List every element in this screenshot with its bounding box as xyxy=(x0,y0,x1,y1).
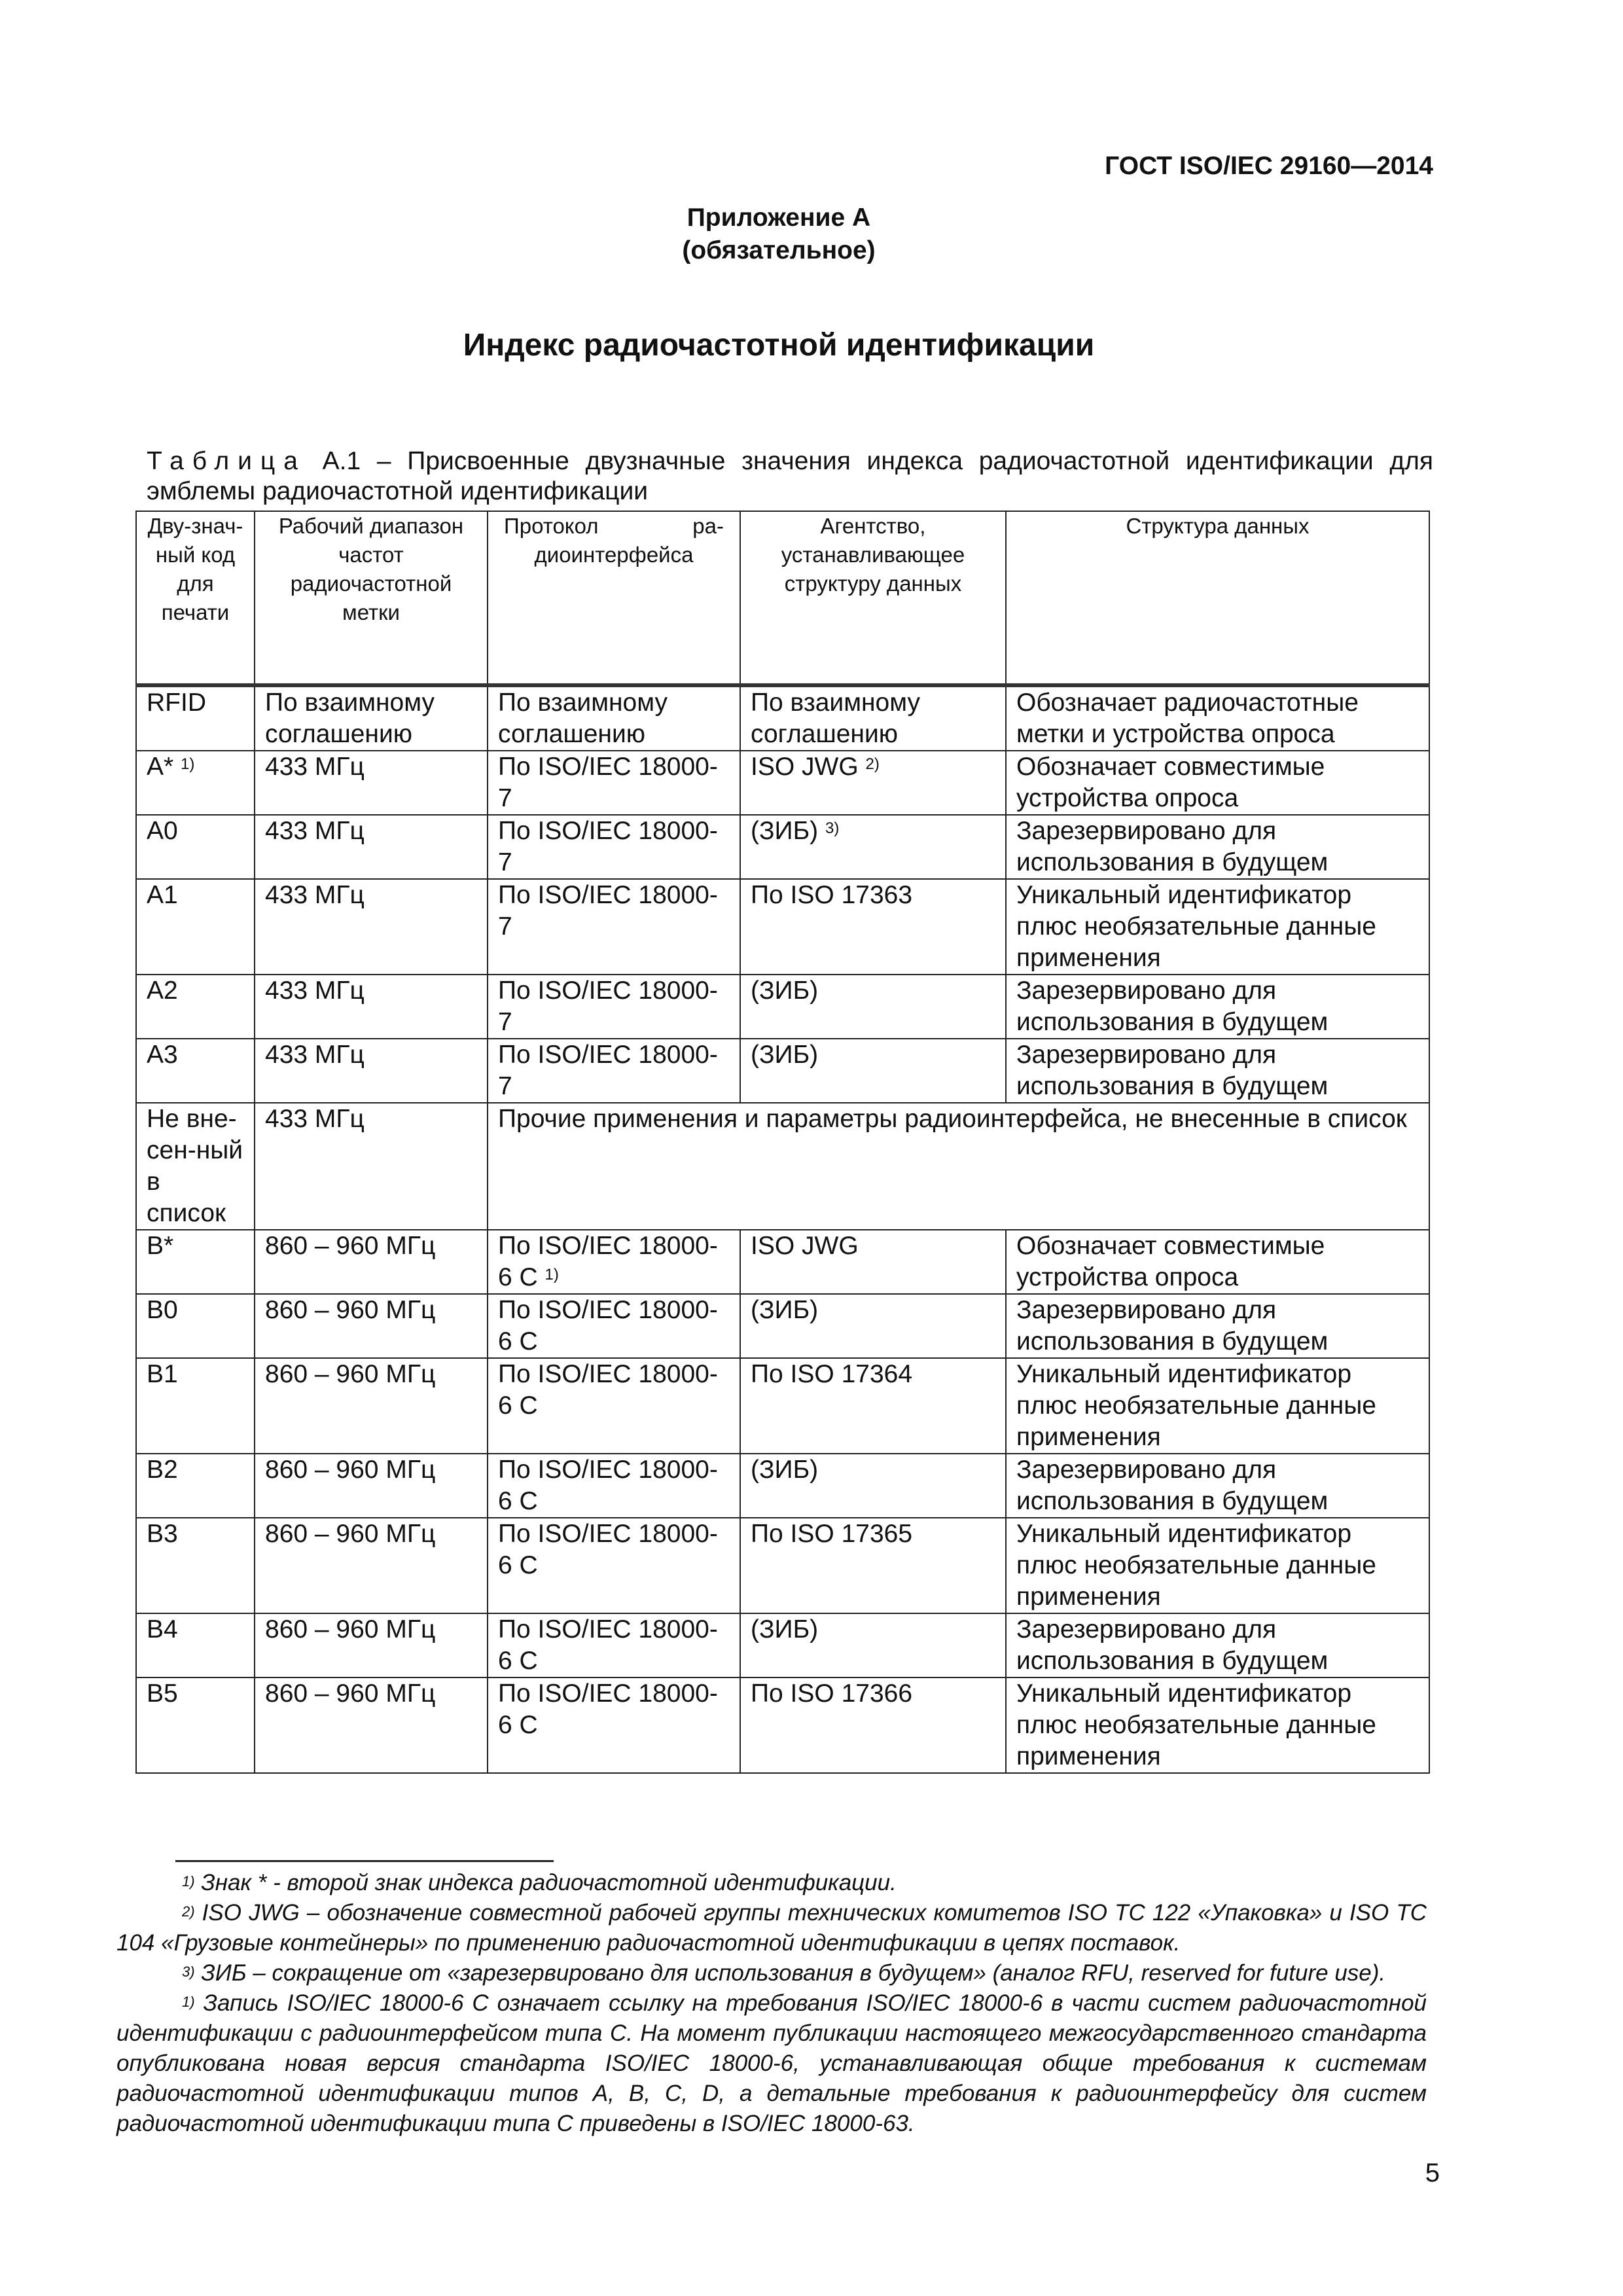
cell-protocol xyxy=(488,1518,740,1613)
cell-frequency-text: 433 МГц xyxy=(265,1105,365,1133)
cell-protocol xyxy=(488,685,740,751)
cell-frequency xyxy=(255,1454,488,1518)
page-number: 5 xyxy=(1425,2159,1440,2187)
table-row xyxy=(136,1039,1429,1103)
cell-frequency-text: По взаимному соглашению xyxy=(265,689,435,748)
cell-agency xyxy=(740,879,1006,975)
cell-agency-text: По взаимному соглашению xyxy=(751,689,920,748)
cell-frequency xyxy=(255,1230,488,1294)
appendix-title: Приложение А xyxy=(687,204,871,232)
cell-code xyxy=(136,879,255,975)
footnote-text: ISO JWG – обозначение совместной рабочей группы технических комитетов ISO TC 122 «Упаковка» и ISO TC 104 «Грузовые контейнеры» по применению радиочастотной идентификации в цепях поставок. xyxy=(116,1900,1427,1956)
cell-code xyxy=(136,751,255,815)
cell-merged-note-text: Прочие применения и параметры радиоинтерфейса, не внесенные в список xyxy=(498,1105,1407,1133)
cell-code-text: А* xyxy=(147,753,174,781)
table-caption-text: А.1 – Присвоенные двузначные значения индекса радиочастотной идентификации для эмблемы радиочастотной идентификации xyxy=(147,447,1433,505)
cell-agency-text: (ЗИБ) xyxy=(751,1456,819,1484)
cell-code-text: B* xyxy=(147,1232,174,1260)
cell-structure xyxy=(1006,685,1429,751)
cell-protocol-text: По ISO/IEC 18000-6 C xyxy=(498,1520,718,1579)
cell-frequency-text: 860 – 960 МГц xyxy=(265,1679,436,1708)
cell-code-text: B1 xyxy=(147,1360,178,1388)
footnote-marker: 3) xyxy=(182,1964,195,1980)
cell-code xyxy=(136,1677,255,1773)
cell-structure xyxy=(1006,879,1429,975)
cell-agency xyxy=(740,685,1006,751)
cell-code-text: RFID xyxy=(147,689,206,717)
cell-frequency-text: 860 – 960 МГц xyxy=(265,1615,436,1643)
table-row xyxy=(136,1613,1429,1677)
cell-protocol-text: По ISO/IEC 18000-6 C xyxy=(498,1296,718,1355)
cell-agency xyxy=(740,1677,1006,1773)
cell-protocol xyxy=(488,815,740,879)
cell-structure-text: Обозначает совместимые устройства опроса xyxy=(1016,1232,1325,1291)
cell-agency xyxy=(740,1358,1006,1454)
cell-frequency-text: 433 МГц xyxy=(265,817,365,845)
cell-protocol xyxy=(488,1358,740,1454)
cell-frequency xyxy=(255,751,488,815)
cell-agency xyxy=(740,1294,1006,1358)
cell-protocol xyxy=(488,1613,740,1677)
footnote-item xyxy=(116,1988,1427,2139)
cell-agency-text: (ЗИБ) xyxy=(751,1041,819,1069)
cell-code-text: Не вне-сен-ный в список xyxy=(147,1105,243,1227)
cell-protocol-text: По ISO/IEC 18000-6 C xyxy=(498,1456,718,1515)
cell-agency-text: (ЗИБ) xyxy=(751,977,819,1005)
cell-code xyxy=(136,815,255,879)
cell-structure-text: Уникальный идентификатор плюс необязательные данные применения xyxy=(1016,1520,1376,1611)
footnote-marker: 3) xyxy=(825,819,840,837)
cell-agency-text: По ISO 17363 xyxy=(751,881,913,909)
cell-agency-text: ISO JWG xyxy=(751,1232,859,1260)
cell-structure xyxy=(1006,1613,1429,1677)
appendix-status: (обязательное) xyxy=(682,236,876,264)
cell-code xyxy=(136,1230,255,1294)
header-code: Дву-знач-ный код для печати xyxy=(136,511,255,685)
table-caption-label: Таблица xyxy=(147,447,306,475)
footnote-divider xyxy=(175,1860,554,1862)
cell-agency xyxy=(740,975,1006,1039)
cell-frequency-text: 433 МГц xyxy=(265,753,365,781)
cell-code xyxy=(136,1613,255,1677)
footnote-text: ЗИБ – сокращение от «зарезервировано для использования в будущем» (аналог RFU, reserved for future use). xyxy=(201,1960,1386,1986)
footnote-marker: 1) xyxy=(182,1994,195,2010)
table-header-row xyxy=(136,511,1429,685)
cell-frequency xyxy=(255,1613,488,1677)
cell-code-text: A1 xyxy=(147,881,178,909)
cell-code xyxy=(136,975,255,1039)
cell-agency-text: По ISO 17365 xyxy=(751,1520,913,1548)
cell-structure-text: Зарезервировано для использования в будущем xyxy=(1016,977,1329,1036)
cell-protocol xyxy=(488,1677,740,1773)
table-row xyxy=(136,975,1429,1039)
cell-protocol xyxy=(488,1230,740,1294)
cell-protocol-text: По ISO/IEC 18000-7 xyxy=(498,1041,718,1100)
table-row xyxy=(136,1358,1429,1454)
cell-code xyxy=(136,1518,255,1613)
cell-code-text: B3 xyxy=(147,1520,178,1548)
cell-protocol-text: По ISO/IEC 18000-6 C xyxy=(498,1679,718,1739)
footnote-item xyxy=(116,1898,1427,1958)
header-protocol xyxy=(488,511,740,685)
cell-agency xyxy=(740,815,1006,879)
table-row xyxy=(136,1518,1429,1613)
cell-structure xyxy=(1006,975,1429,1039)
cell-frequency xyxy=(255,1358,488,1454)
cell-structure xyxy=(1006,1358,1429,1454)
cell-protocol-text: По ISO/IEC 18000-7 xyxy=(498,753,718,812)
cell-structure xyxy=(1006,1677,1429,1773)
cell-structure xyxy=(1006,751,1429,815)
cell-structure xyxy=(1006,1454,1429,1518)
cell-structure-text: Зарезервировано для использования в будущем xyxy=(1016,1041,1329,1100)
cell-frequency-text: 860 – 960 МГц xyxy=(265,1360,436,1388)
cell-code-text: A0 xyxy=(147,817,178,845)
table-row xyxy=(136,815,1429,879)
header-frequency: Рабочий диапазон частот радиочастотной метки xyxy=(255,511,488,685)
cell-merged-note xyxy=(488,1103,1429,1230)
cell-protocol-text: По ISO/IEC 18000-7 xyxy=(498,817,718,876)
table-row xyxy=(136,1230,1429,1294)
cell-code-text: B2 xyxy=(147,1456,178,1484)
cell-protocol-text: По ISO/IEC 18000-6 C xyxy=(498,1360,718,1420)
cell-protocol-text: По взаимному соглашению xyxy=(498,689,668,748)
cell-structure xyxy=(1006,1518,1429,1613)
cell-frequency xyxy=(255,1294,488,1358)
cell-code xyxy=(136,1294,255,1358)
header-protocol-line2: диоинтерфейса xyxy=(534,543,694,567)
table-row xyxy=(136,1103,1429,1230)
cell-protocol-text: По ISO/IEC 18000-7 xyxy=(498,977,718,1036)
cell-code-text: A3 xyxy=(147,1041,178,1069)
cell-protocol xyxy=(488,879,740,975)
cell-protocol-text: По ISO/IEC 18000-7 xyxy=(498,881,718,941)
page-title: Индекс радиочастотной идентификации xyxy=(463,328,1095,363)
cell-agency-text: ISO JWG xyxy=(751,753,859,781)
cell-agency xyxy=(740,1454,1006,1518)
table-row xyxy=(136,1677,1429,1773)
footnote-item xyxy=(116,1958,1427,1988)
cell-frequency xyxy=(255,815,488,879)
cell-frequency xyxy=(255,1677,488,1773)
cell-protocol xyxy=(488,1039,740,1103)
table-row xyxy=(136,751,1429,815)
cell-structure-text: Зарезервировано для использования в будущем xyxy=(1016,1615,1329,1675)
cell-code xyxy=(136,1454,255,1518)
cell-structure-text: Зарезервировано для использования в будущем xyxy=(1016,1456,1329,1515)
cell-protocol-text: По ISO/IEC 18000-6 C xyxy=(498,1232,718,1291)
footnote-marker: 1) xyxy=(182,1873,195,1890)
cell-structure-text: Зарезервировано для использования в будущем xyxy=(1016,1296,1329,1355)
cell-structure xyxy=(1006,1039,1429,1103)
cell-frequency xyxy=(255,1039,488,1103)
cell-protocol xyxy=(488,975,740,1039)
standard-designation: ГОСТ ISO/IEC 29160—2014 xyxy=(1105,152,1433,180)
cell-frequency xyxy=(255,685,488,751)
header-agency: Агентство, устанавливающее структуру данных xyxy=(740,511,1006,685)
table-caption xyxy=(147,446,1433,507)
cell-agency xyxy=(740,751,1006,815)
cell-frequency-text: 433 МГц xyxy=(265,977,365,1005)
cell-agency xyxy=(740,1613,1006,1677)
cell-code xyxy=(136,685,255,751)
cell-protocol xyxy=(488,751,740,815)
cell-agency xyxy=(740,1039,1006,1103)
cell-code xyxy=(136,1039,255,1103)
cell-structure-text: Уникальный идентификатор плюс необязательные данные применения xyxy=(1016,1679,1376,1770)
cell-frequency xyxy=(255,879,488,975)
cell-agency-text: (ЗИБ) xyxy=(751,1615,819,1643)
footnote-item xyxy=(116,1868,1427,1898)
cell-frequency-text: 860 – 960 МГц xyxy=(265,1232,436,1260)
footnote-text: Знак * - второй знак индекса радиочастотной идентификации. xyxy=(201,1870,897,1895)
cell-protocol-text: По ISO/IEC 18000-6 C xyxy=(498,1615,718,1675)
cell-code xyxy=(136,1103,255,1230)
table-row xyxy=(136,879,1429,975)
cell-frequency-text: 433 МГц xyxy=(265,1041,365,1069)
footnotes xyxy=(116,1868,1427,2139)
cell-code-text: B4 xyxy=(147,1615,178,1643)
cell-frequency xyxy=(255,975,488,1039)
cell-frequency-text: 860 – 960 МГц xyxy=(265,1456,436,1484)
cell-agency-text: По ISO 17366 xyxy=(751,1679,913,1708)
cell-agency xyxy=(740,1518,1006,1613)
table-body xyxy=(136,685,1429,1773)
header-protocol-line1: Протокол ра- xyxy=(504,514,724,538)
cell-agency-text: По ISO 17364 xyxy=(751,1360,913,1388)
header-structure: Структура данных xyxy=(1006,511,1429,685)
cell-code-text: B0 xyxy=(147,1296,178,1324)
cell-structure-text: Обозначает совместимые устройства опроса xyxy=(1016,753,1325,812)
footnote-marker: 1) xyxy=(544,1266,559,1283)
table-row xyxy=(136,1294,1429,1358)
cell-code-text: A2 xyxy=(147,977,178,1005)
cell-structure-text: Обозначает радиочастотные метки и устройства опроса xyxy=(1016,689,1359,748)
cell-code xyxy=(136,1358,255,1454)
footnote-marker: 2) xyxy=(865,755,880,773)
appendix-heading xyxy=(0,202,1558,267)
cell-frequency xyxy=(255,1103,488,1230)
rfid-index-table xyxy=(135,511,1430,1774)
cell-structure-text: Уникальный идентификатор плюс необязательные данные применения xyxy=(1016,881,1376,972)
cell-frequency-text: 433 МГц xyxy=(265,881,365,909)
cell-structure xyxy=(1006,1230,1429,1294)
cell-structure-text: Уникальный идентификатор плюс необязательные данные применения xyxy=(1016,1360,1376,1451)
cell-frequency xyxy=(255,1518,488,1613)
cell-protocol xyxy=(488,1294,740,1358)
footnote-marker: 1) xyxy=(181,755,195,773)
cell-protocol xyxy=(488,1454,740,1518)
cell-agency-text: (ЗИБ) xyxy=(751,1296,819,1324)
cell-frequency-text: 860 – 960 МГц xyxy=(265,1520,436,1548)
footnote-marker: 2) xyxy=(182,1903,195,1920)
cell-structure xyxy=(1006,1294,1429,1358)
table-row xyxy=(136,1454,1429,1518)
cell-code-text: B5 xyxy=(147,1679,178,1708)
cell-structure-text: Зарезервировано для использования в будущем xyxy=(1016,817,1329,876)
cell-agency xyxy=(740,1230,1006,1294)
cell-agency-text: (ЗИБ) xyxy=(751,817,819,845)
cell-frequency-text: 860 – 960 МГц xyxy=(265,1296,436,1324)
footnote-text: Запись ISO/IEC 18000-6 C означает ссылку на требования ISO/IEC 18000-6 в части систем радиочастотной идентификации с радиоинтерфейсом типа C. На момент публикации настоящего межгосударственного стандарта опубликована новая версия стандарта ISO/IEC 18000-6, устанавливающая общие требования к системам радиочастотной идентификации типов A, B, C, D, а детальные требования к радиоинтерфейсу для систем радиочастотной идентификации типа C приведены в ISO/IEC 18000-63. xyxy=(116,1990,1427,2136)
table-row xyxy=(136,685,1429,751)
cell-structure xyxy=(1006,815,1429,879)
